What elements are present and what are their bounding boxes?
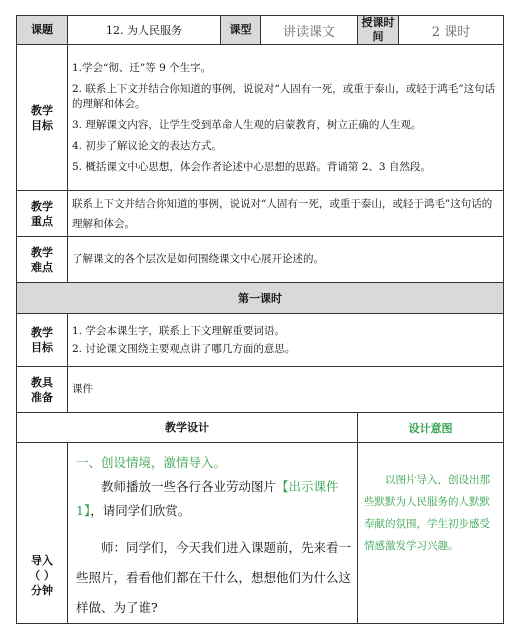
- design-paragraph: 教师播放一些各行各业劳动图片【出示课件 1】，请同学们欣赏。: [76, 479, 339, 518]
- design-paragraph: 师：同学们，今天我们进入课题前，先来看一些照片，看看他们都在干什么，想想他们为什么这样做、为了谁?: [76, 540, 352, 615]
- intro-label: 导入 （ ） 分钟: [17, 443, 68, 624]
- goals-label: 教学目标: [17, 45, 68, 191]
- design-intent: 以图片导入，创设出那些默默为人民服务的人默默奉献的氛围，学生初步感受情感激发学习兴趣。: [358, 443, 504, 624]
- difficulties-text: 了解课文的各个层次是如何围绕课文中心展开论述的。: [68, 237, 504, 283]
- tools-label: 教具准备: [17, 367, 68, 413]
- goal-item: 4. 初步了解议论文的表达方式。: [72, 139, 222, 152]
- design-heading: 一、创设情境，激情导入。: [76, 455, 227, 470]
- first-period-title: 第一课时: [17, 283, 504, 314]
- goal-item: 3. 理解课文内容，让学生受到革命人生观的启蒙教育，树立正确的人生观。: [72, 118, 422, 131]
- period-goal-item: 1. 学会本课生字，联系上下文理解重要词语。: [72, 324, 285, 337]
- lesson-label: 课题: [17, 16, 68, 45]
- goals-list: [68, 45, 504, 191]
- period-goal-item: 2. 讨论课文围绕主要观点讲了哪几方面的意思。: [72, 342, 296, 355]
- key-points-text: 联系上下文并结合你知道的事例，说说对“人固有一死，或重于泰山，或轻于鸿毛”这句话的理解和体会。: [68, 191, 504, 237]
- type-value: 讲读课文: [261, 16, 358, 45]
- lesson-title: 12. 为人民服务: [68, 16, 221, 45]
- type-label: 课型: [221, 16, 261, 45]
- goal-item: 2. 联系上下文并结合你知道的事例，说说对“人固有一死，或重于泰山，或轻于鸿毛”这句话的理解和体会。: [72, 82, 496, 110]
- design-content: [68, 443, 358, 624]
- period-goals-list: [68, 314, 504, 367]
- design-column-header: 教学设计: [17, 413, 358, 443]
- key-points-label: 教学重点: [17, 191, 68, 237]
- difficulties-label: 教学难点: [17, 237, 68, 283]
- goal-item: 1.学会“彻、迁”等 9 个生字。: [72, 61, 212, 74]
- tools-value: 课件: [68, 367, 504, 413]
- intent-column-header: 设计意图: [358, 413, 504, 443]
- goal-item: 5. 概括课文中心思想，体会作者论述中心思想的思路。背诵第 2、3 自然段。: [72, 160, 431, 173]
- period-goals-label: 教学目标: [17, 314, 68, 367]
- time-value: 2 课时: [399, 16, 504, 45]
- lesson-plan-table: [16, 15, 504, 624]
- time-label: 授课时间: [358, 16, 399, 45]
